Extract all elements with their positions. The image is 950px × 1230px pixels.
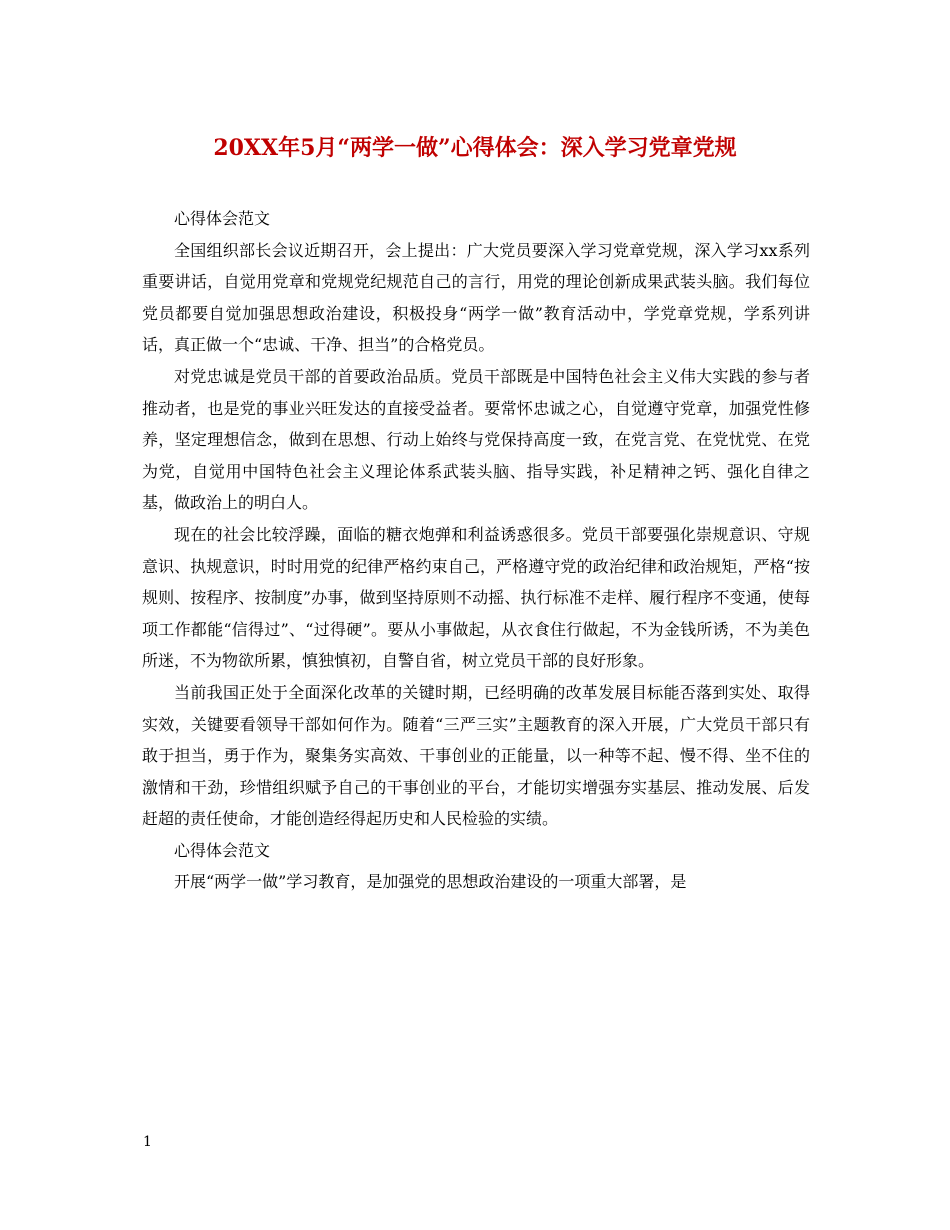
paragraph: 现在的社会比较浮躁，面临的糖衣炮弹和利益诱惑很多。党员干部要强化崇规意识、守规意识、执规意识，时时用党的纪律严格约束自己，严格遵守党的政治纪律和政治规矩，严格“按规则、按程序、按制度”办事，做到坚持原则不动摇、执行标准不走样、履行程序不变通，使每项工作都能“信得过”、“过得硬”。要从小事做起，从衣食住行做起，不为金钱所诱，不为美色所迷，不为物欲所累，慎独慎初，自警自省，树立党员干部的良好形象。 — [142, 524, 810, 671]
paragraph-heading: 心得体会范文 — [174, 840, 271, 860]
paragraph-heading: 心得体会范文 — [174, 209, 271, 228]
paragraph: 全国组织部长会议近期召开，会上提出：广大党员要深入学习党章党规，深入学习xx系列重要讲话，自觉用党章和党规党纪规范自己的言行，用党的理论创新成果武装头脑。我们每位党员都要自觉加强思想政治建设，积极投身“两学一做”教育活动中，学党章党规，学系列讲话，真正做一个“忠诚、干净、担当”的合格党员。 — [142, 240, 810, 355]
document-title: 20XX年5月“两学一做”心得体会：深入学习党章党规 — [213, 135, 737, 161]
paragraph: 对党忠诚是党员干部的首要政治品质。党员干部既是中国特色社会主义伟大实践的参与者推动者，也是党的事业兴旺发达的直接受益者。要常怀忠诚之心，自觉遵守党章，加强党性修养，坚定理想信念，做到在思想、行动上始终与党保持高度一致，在党言党、在党忧党、在党为党，自觉用中国特色社会主义理论体系武装头脑、指导实践，补足精神之钙、强化自律之基，做政治上的明白人。 — [142, 366, 810, 513]
paragraph: 当前我国正处于全面深化改革的关键时期，已经明确的改革发展目标能否落到实处、取得实效，关键要看领导干部如何作为。随着“三严三实”主题教育的深入开展，广大党员干部只有敢于担当，勇于作为，聚集务实高效、干事创业的正能量，以一种等不起、慢不得、坐不住的激情和干劲，珍惜组织赋予自己的干事创业的平台，才能切实增强夯实基层、推动发展、后发赶超的责任使命，才能创造经得起历史和人民检验的实绩。 — [142, 682, 810, 829]
page-number: 1 — [143, 1134, 152, 1150]
paragraph: 开展“两学一做”学习教育，是加强党的思想政治建设的一项重大部署，是 — [174, 872, 687, 892]
document-body — [142, 203, 810, 898]
